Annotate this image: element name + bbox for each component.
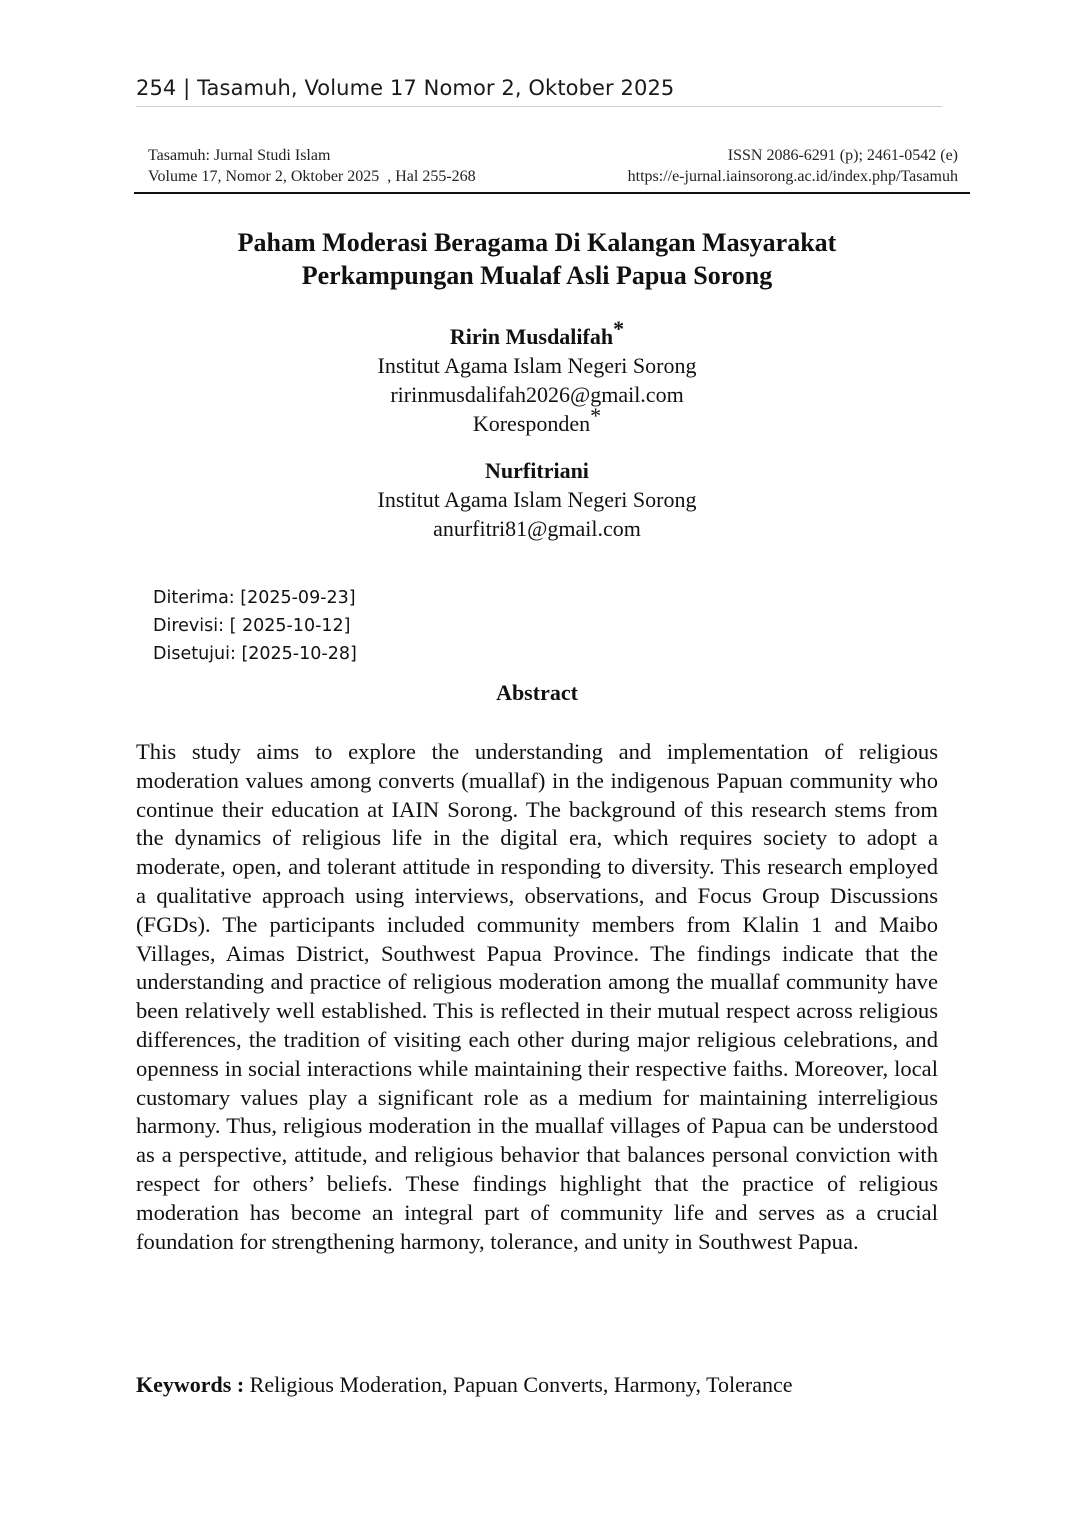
article-title <box>136 226 938 292</box>
author-1-line <box>136 316 938 351</box>
author-2-email[interactable]: anurfitri81@gmail.com <box>433 516 641 541</box>
date-revised: Direvisi: [ 2025-10-12] <box>153 616 351 636</box>
journal-info-row-1 <box>148 145 958 166</box>
author-1-email[interactable]: ririnmusdalifah2026@gmail.com <box>390 382 684 407</box>
keywords-label: Keywords : <box>136 1372 245 1397</box>
abstract-text: This study aims to explore the understanding and implementation of religious moderation values among converts (muallaf) in the indigenous Papuan community who continue their education at IAIN Sorong. The background of this research stems from the dynamics of religious life in the digital era, which requires society to adopt a moderate, open, and tolerant attitude in responding to diversity. This research employed a qualitative approach using interviews, observations, and Focus Group Discussions (FGDs). The participants included community members from Klalin 1 and Maibo Villages, Aimas District, Southwest Papua Province. The findings indicate that the understanding and practice of religious moderation among the muallaf community have been relatively well established. This is reflected in their mutual respect across religious differences, the tradition of visiting each other during major religious celebrations, and openness in social interactions while maintaining their respective faiths. Moreover, local customary values play a significant role as a medium for maintaining interreligious harmony. Thus, religious moderation in the muallaf villages of Papua can be understood as a perspective, attitude, and religious behavior that balances personal conviction with respect for others’ beliefs. These findings highlight that the practice of religious moderation has become an integral part of community life and serves as a crucial foundation for strengthening harmony, tolerance, and unity in Southwest Papua. <box>136 739 938 1254</box>
article-title-line-1: Paham Moderasi Beragama Di Kalangan Masyarakat <box>237 228 837 257</box>
author-2-name: Nurfitriani <box>485 458 589 483</box>
journal-issn: ISSN 2086-6291 (p); 2461-0542 (e) <box>727 147 958 164</box>
author-2-affiliation: Institut Agama Islam Negeri Sorong <box>377 487 697 512</box>
journal-name: Tasamuh: Jurnal Studi Islam <box>148 147 331 164</box>
journal-info-row-2 <box>148 166 958 187</box>
keywords-value: Religious Moderation, Papuan Converts, Harmony, Tolerance <box>244 1372 793 1397</box>
journal-info <box>148 145 958 187</box>
author-1-affiliation: Institut Agama Islam Negeri Sorong <box>377 353 697 378</box>
author-1-name: Ririn Musdalifah <box>449 324 614 349</box>
author-block-2 <box>136 456 938 543</box>
abstract-heading: Abstract <box>496 680 578 705</box>
author-list <box>136 316 938 543</box>
journal-header-divider <box>134 192 970 194</box>
author-1-mark: * <box>613 316 625 341</box>
running-head-divider <box>136 106 942 107</box>
journal-url[interactable]: https://e-jurnal.iainsorong.ac.id/index.php/Tasamuh <box>627 168 958 185</box>
article-title-line-2: Perkampungan Mualaf Asli Papua Sorong <box>301 261 773 290</box>
corresponding-note: Koresponden <box>472 411 591 436</box>
date-received: Diterima: [2025-09-23] <box>153 588 356 608</box>
article-dates <box>153 584 357 668</box>
journal-volume-info: Volume 17, Nomor 2, Oktober 2025 , Hal 255-268 <box>148 168 476 185</box>
keywords <box>136 1370 956 1400</box>
corresponding-mark: * <box>590 403 602 428</box>
running-head: 254 | Tasamuh, Volume 17 Nomor 2, Oktober 2025 <box>136 76 675 100</box>
author-block-1 <box>136 316 938 438</box>
author-1-note-line <box>136 403 938 438</box>
date-approved: Disetujui: [2025-10-28] <box>153 644 357 664</box>
